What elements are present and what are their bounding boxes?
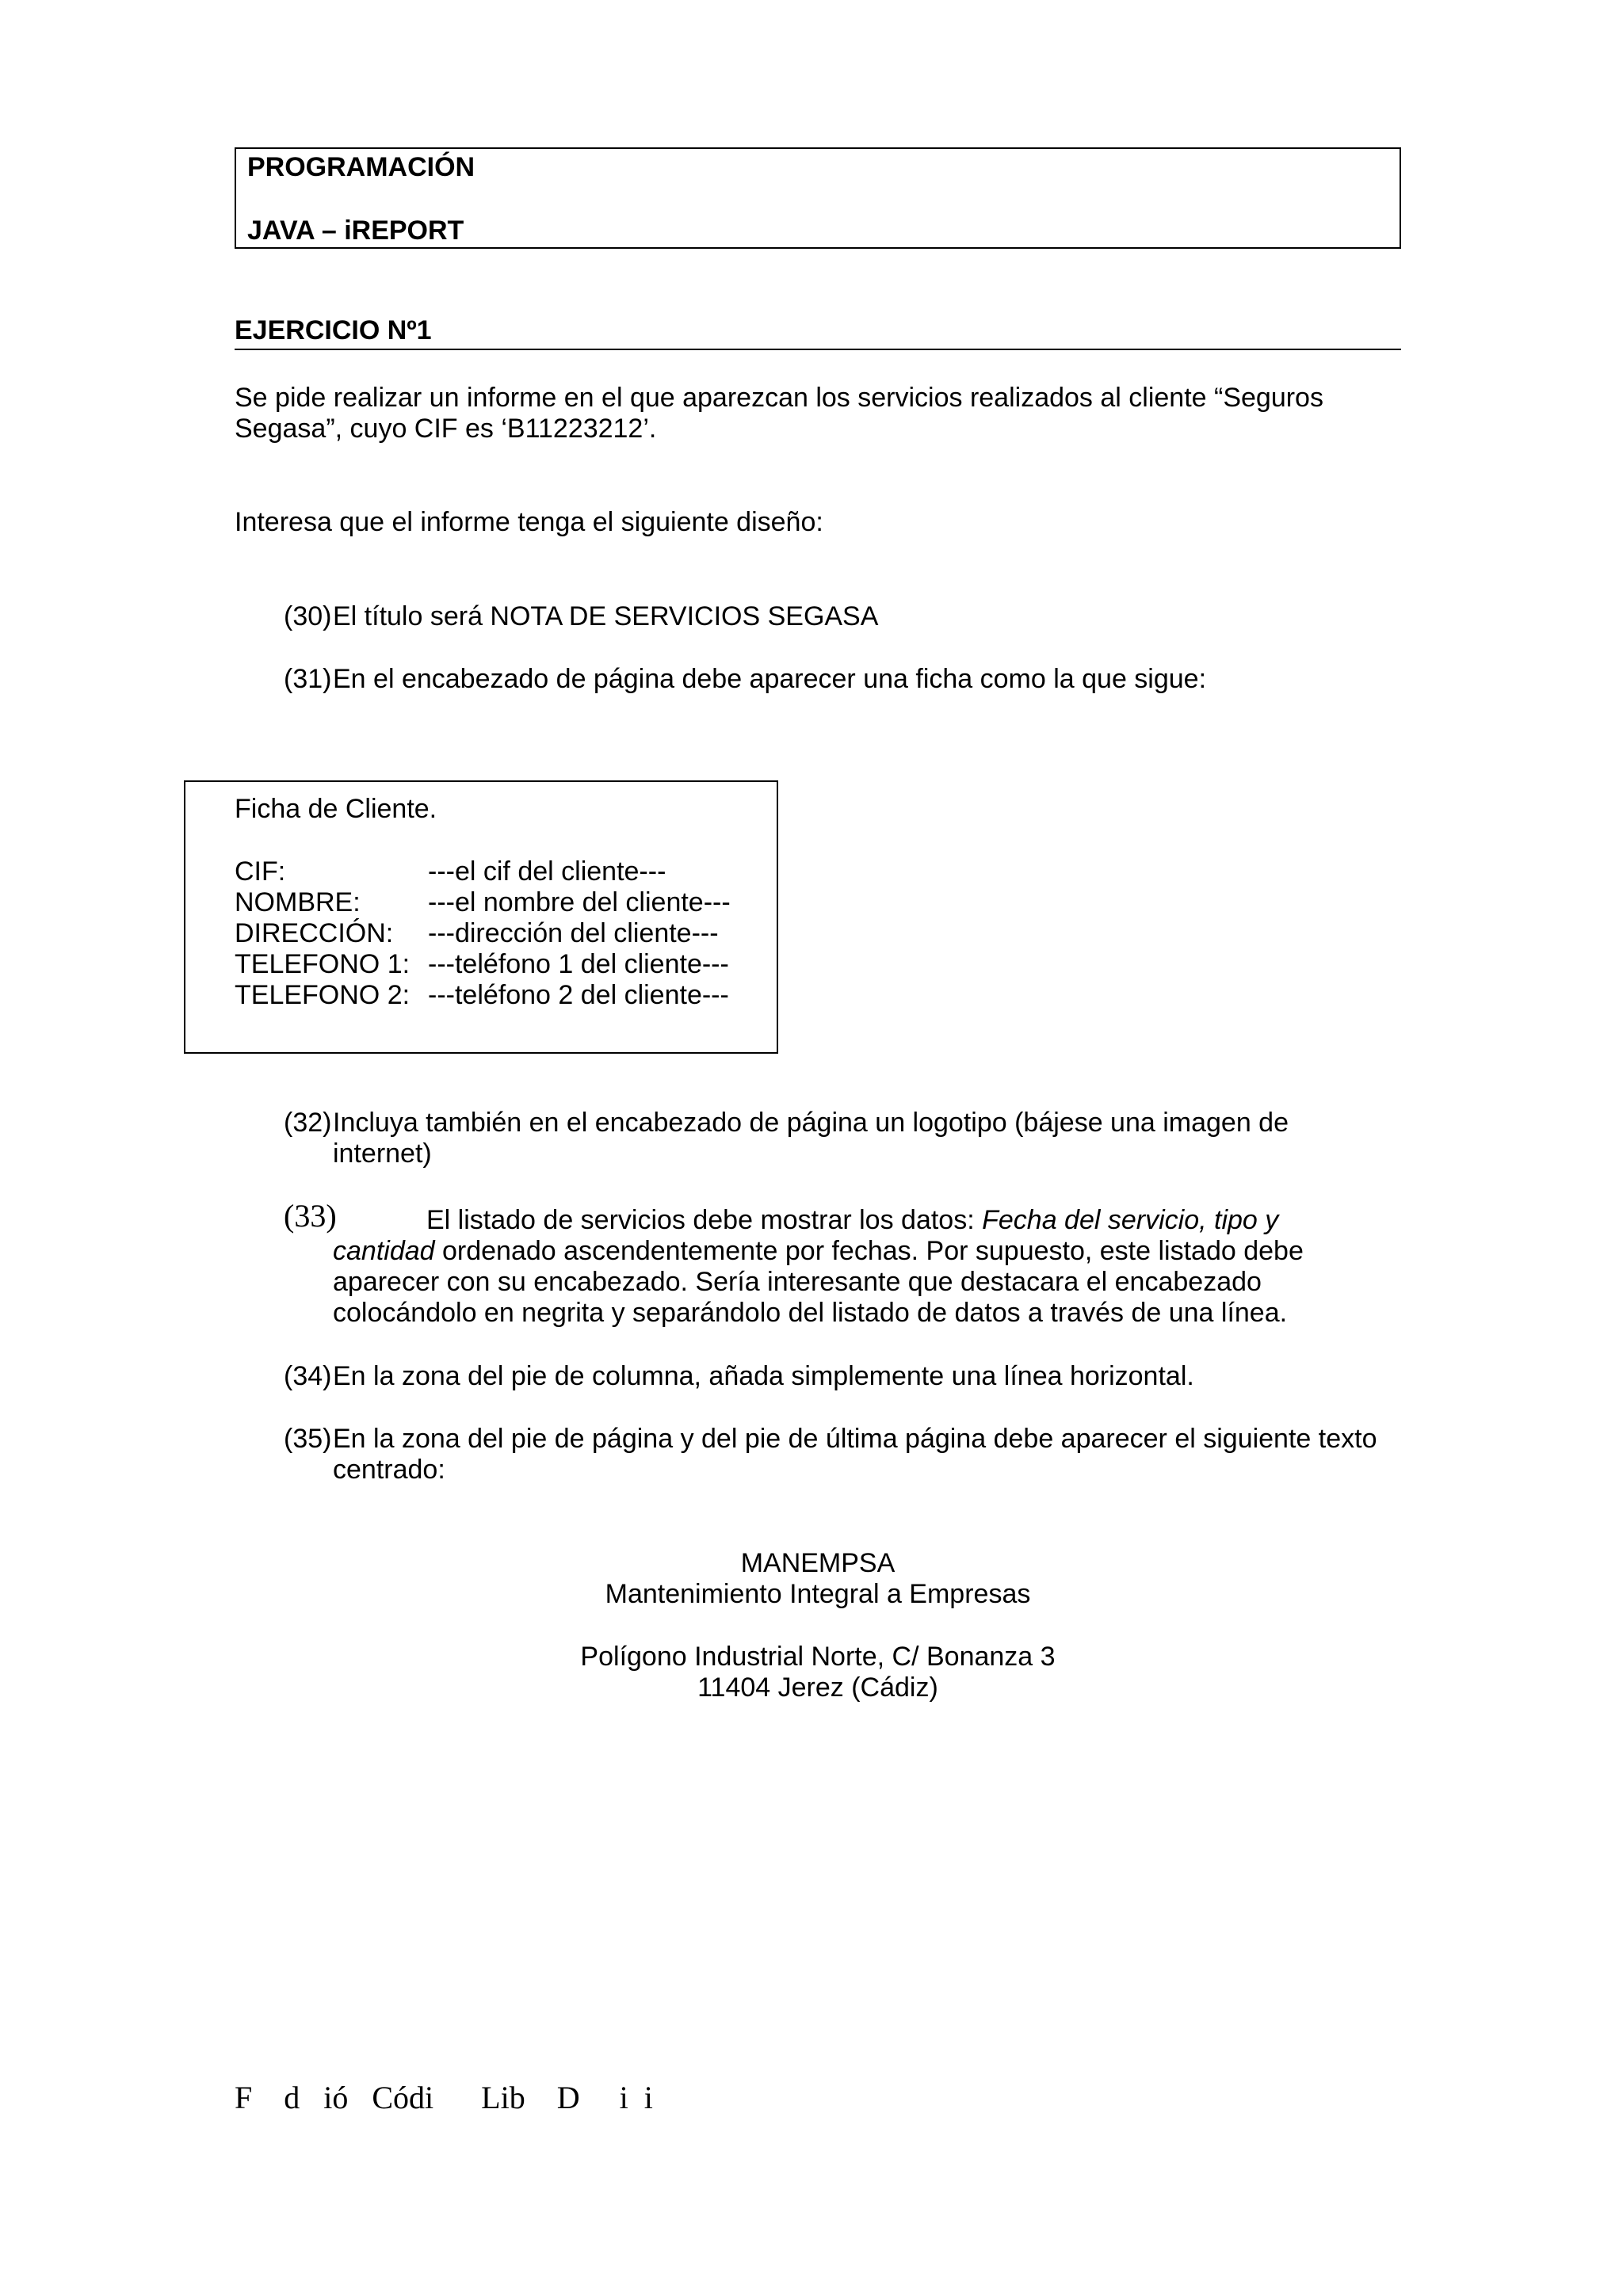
header-topic: JAVA – iREPORT bbox=[247, 215, 464, 246]
footer-tagline: Mantenimiento Integral a Empresas bbox=[605, 1579, 1031, 1609]
item-line: Incluya también en el encabezado de página un logotipo (bájese una imagen de bbox=[333, 1108, 1289, 1138]
item-line-plain: El listado de servicios debe mostrar los datos: bbox=[426, 1205, 983, 1235]
footer-company: MANEMPSA bbox=[740, 1548, 896, 1578]
heading-underline bbox=[235, 349, 1401, 350]
item-text: El título será NOTA DE SERVICIOS SEGASA bbox=[333, 601, 879, 631]
item-line bbox=[333, 1236, 1411, 1267]
item-text bbox=[333, 1424, 1411, 1486]
card-label: TELEFONO 1: bbox=[235, 949, 411, 979]
card-label: CIF: bbox=[235, 856, 286, 887]
exercise-heading: EJERCICIO Nº1 bbox=[235, 315, 432, 345]
design-intro: Interesa que el informe tenga el siguiente diseño: bbox=[235, 507, 823, 537]
item-number: (32) bbox=[284, 1108, 332, 1138]
card-label: DIRECCIÓN: bbox=[235, 918, 394, 948]
item-line-plain: ordenado ascendentemente por fechas. Por supuesto, este listado debe bbox=[434, 1236, 1304, 1266]
item-line-italic: cantidad bbox=[333, 1236, 435, 1266]
footer-city: 11404 Jerez (Cádiz) bbox=[697, 1672, 938, 1703]
card-label: NOMBRE: bbox=[235, 887, 361, 917]
item-text: En el encabezado de página debe aparecer una ficha como la que sigue: bbox=[333, 664, 1207, 694]
item-number: (33) bbox=[284, 1198, 337, 1234]
intro-paragraph bbox=[235, 383, 1401, 444]
item-line: centrado: bbox=[333, 1455, 445, 1485]
item-text: En la zona del pie de columna, añada simplemente una línea horizontal. bbox=[333, 1361, 1194, 1391]
card-value: ---el cif del cliente--- bbox=[428, 856, 666, 887]
card-value: ---teléfono 1 del cliente--- bbox=[428, 949, 729, 979]
item-line: colocándolo en negrita y separándolo del listado de datos a través de una línea. bbox=[333, 1298, 1288, 1328]
item-line bbox=[333, 1205, 1411, 1236]
card-label: TELEFONO 2: bbox=[235, 980, 411, 1010]
item-line: aparecer con su encabezado. Sería interesante que destacara el encabezado bbox=[333, 1267, 1262, 1297]
intro-line-2: Segasa”, cuyo CIF es ‘B11223212’. bbox=[235, 414, 657, 444]
item-text bbox=[333, 1205, 1411, 1329]
intro-line-1: Se pide realizar un informe en el que aparezcan los servicios realizados al cliente “Seguros bbox=[235, 383, 1323, 413]
client-card-title: Ficha de Cliente. bbox=[235, 794, 437, 824]
item-line-italic: Fecha del servicio, tipo y bbox=[982, 1205, 1279, 1235]
card-value: ---dirección del cliente--- bbox=[428, 918, 719, 948]
item-number: (35) bbox=[284, 1424, 332, 1454]
item-line: internet) bbox=[333, 1138, 432, 1169]
card-value: ---el nombre del cliente--- bbox=[428, 887, 731, 917]
item-line: En la zona del pie de página y del pie de última página debe aparecer el siguiente texto bbox=[333, 1424, 1377, 1454]
item-text bbox=[333, 1108, 1411, 1169]
header-subject: PROGRAMACIÓN bbox=[247, 152, 475, 182]
card-value: ---teléfono 2 del cliente--- bbox=[428, 980, 729, 1010]
footer-address: Polígono Industrial Norte, C/ Bonanza 3 bbox=[580, 1642, 1056, 1672]
page-footer: F d ió Códi Lib D i i bbox=[235, 2080, 653, 2115]
item-number: (30) bbox=[284, 601, 332, 631]
item-number: (34) bbox=[284, 1361, 332, 1391]
item-number: (31) bbox=[284, 664, 332, 694]
